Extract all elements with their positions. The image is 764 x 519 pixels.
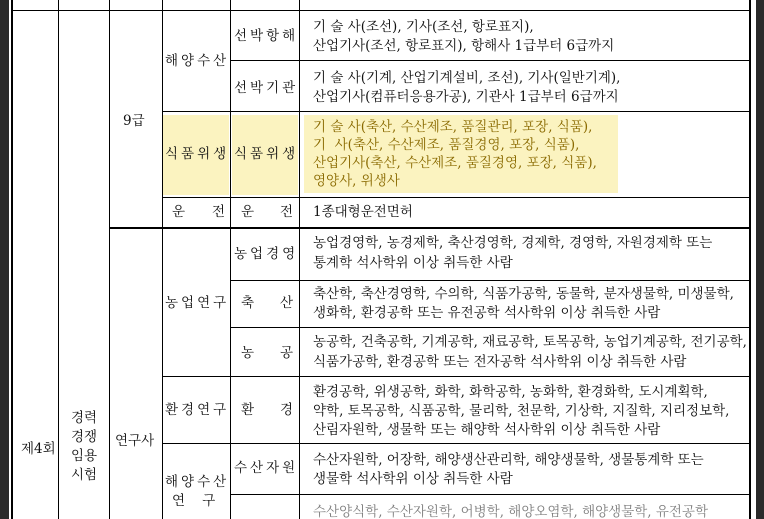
group-label: 해양수산 bbox=[165, 53, 230, 69]
grid-line bbox=[109, 0, 110, 519]
group-label: 식품위생 bbox=[165, 146, 230, 162]
series-label: 산 bbox=[280, 295, 294, 311]
grid-line bbox=[162, 376, 751, 377]
exam-type-label: 경력 경쟁 임용 시험 bbox=[71, 410, 98, 483]
qualification-line: 기 사(축산, 수산제조, 품질경영, 포장, 식품), bbox=[313, 137, 580, 153]
grade-label: 9급 bbox=[123, 113, 145, 129]
grid-line bbox=[230, 327, 751, 328]
qualification-line: 식품가공학, 환경공학 또는 전자공학 석사학위 이상 취득한 사람 bbox=[313, 354, 687, 370]
document-page bbox=[9, 0, 756, 519]
qualification-line: 수산자원학, 어장학, 해양생산관리학, 해양생물학, 생물통계학 또는 bbox=[313, 452, 704, 468]
grid-line bbox=[230, 0, 231, 519]
grid-line bbox=[162, 0, 163, 519]
qualification-line: 약학, 토목공학, 식품공학, 물리학, 천문학, 기상학, 지질학, 지리정보학, bbox=[313, 403, 730, 419]
grid-line bbox=[162, 197, 751, 198]
series-label: 수산자원 bbox=[234, 460, 299, 476]
group-label: 전 bbox=[212, 204, 226, 220]
qualification-line: 기 술 사(축산, 수산제조, 품질관리, 포장, 식품), bbox=[313, 119, 593, 135]
grid-line bbox=[109, 227, 751, 229]
group-label: 농업연구 bbox=[165, 295, 230, 311]
qualification-line: 생물학 석사학위 이상 취득한 사람 bbox=[313, 471, 513, 487]
qualification-line: 기 술 사(기계, 산업기계설비, 조선), 기사(일반기계), bbox=[313, 70, 621, 86]
qualification-line: 생화학, 환경공학 또는 유전공학 석사학위 이상 취득한 사람 bbox=[313, 305, 661, 321]
table-border-left bbox=[11, 0, 13, 519]
table-border-right bbox=[749, 0, 751, 519]
researcher-label: 연구사 bbox=[115, 433, 155, 449]
grid-line bbox=[299, 0, 300, 519]
grid-line bbox=[230, 60, 751, 61]
qualification-line: 영양사, 위생사 bbox=[313, 173, 400, 189]
qualification-line: 농공학, 건축공학, 기계공학, 재료공학, 토목공학, 농업기계공학, 전기공학, bbox=[313, 334, 747, 350]
qualification-line: 1종대형운전면허 bbox=[313, 204, 413, 220]
series-label: 식품위생 bbox=[234, 146, 299, 162]
series-label: 운 bbox=[241, 204, 255, 220]
group-label: 환경연구 bbox=[165, 402, 230, 418]
group-label: 운 bbox=[172, 204, 186, 220]
series-label: 축 bbox=[241, 295, 255, 311]
qualification-line: 산업기사(컴퓨터응용가공), 기관사 1급부터 6급까지 bbox=[313, 89, 619, 105]
series-label: 선박기관 bbox=[234, 80, 299, 96]
grid-line bbox=[162, 111, 751, 112]
qualification-line: 산림자원학, 생물학 또는 해양학 석사학위 이상 취득한 사람 bbox=[313, 422, 661, 438]
series-label: 전 bbox=[280, 204, 294, 220]
qualification-line: 산업기사(조선, 항로표지), 항해사 1급부터 6급까지 bbox=[313, 38, 615, 54]
grid-line bbox=[230, 280, 751, 281]
round-label: 제4회 bbox=[21, 441, 56, 457]
qualification-line: 환경공학, 위생공학, 화학, 화학공학, 농화학, 환경화학, 도시계획학, bbox=[313, 384, 708, 400]
qualification-line: 농업경영학, 농경제학, 축산경영학, 경제학, 경영학, 자원경제학 또는 bbox=[313, 235, 713, 251]
qualification-line: 산업기사(축산, 수산제조, 품질경영, 포장, 식품), bbox=[313, 155, 597, 171]
series-label: 선박항해 bbox=[234, 28, 299, 44]
series-label: 농 bbox=[241, 345, 255, 361]
grid-line bbox=[230, 494, 751, 495]
group-label: 해양수산 bbox=[165, 474, 230, 490]
qualification-line: 통계학 석사학위 이상 취득한 사람 bbox=[313, 255, 513, 271]
group-label: 연 구 bbox=[172, 493, 216, 509]
series-label: 경 bbox=[280, 402, 294, 418]
grid-line bbox=[162, 443, 751, 444]
series-label: 환 bbox=[241, 402, 255, 418]
grid-line bbox=[11, 10, 751, 11]
qualification-line: 축산학, 축산경영학, 수의학, 식품가공학, 동물학, 분자생물학, 미생물학, bbox=[313, 286, 734, 302]
qualification-line: 수산양식학, 수산자원학, 어병학, 해양오염학, 해양생물학, 유전공학 bbox=[313, 504, 709, 519]
series-label: 공 bbox=[280, 345, 294, 361]
series-label: 농업경영 bbox=[234, 246, 299, 262]
qualification-line: 기 술 사(조선), 기사(조선, 항로표지), bbox=[313, 19, 534, 35]
grid-line bbox=[58, 0, 59, 519]
